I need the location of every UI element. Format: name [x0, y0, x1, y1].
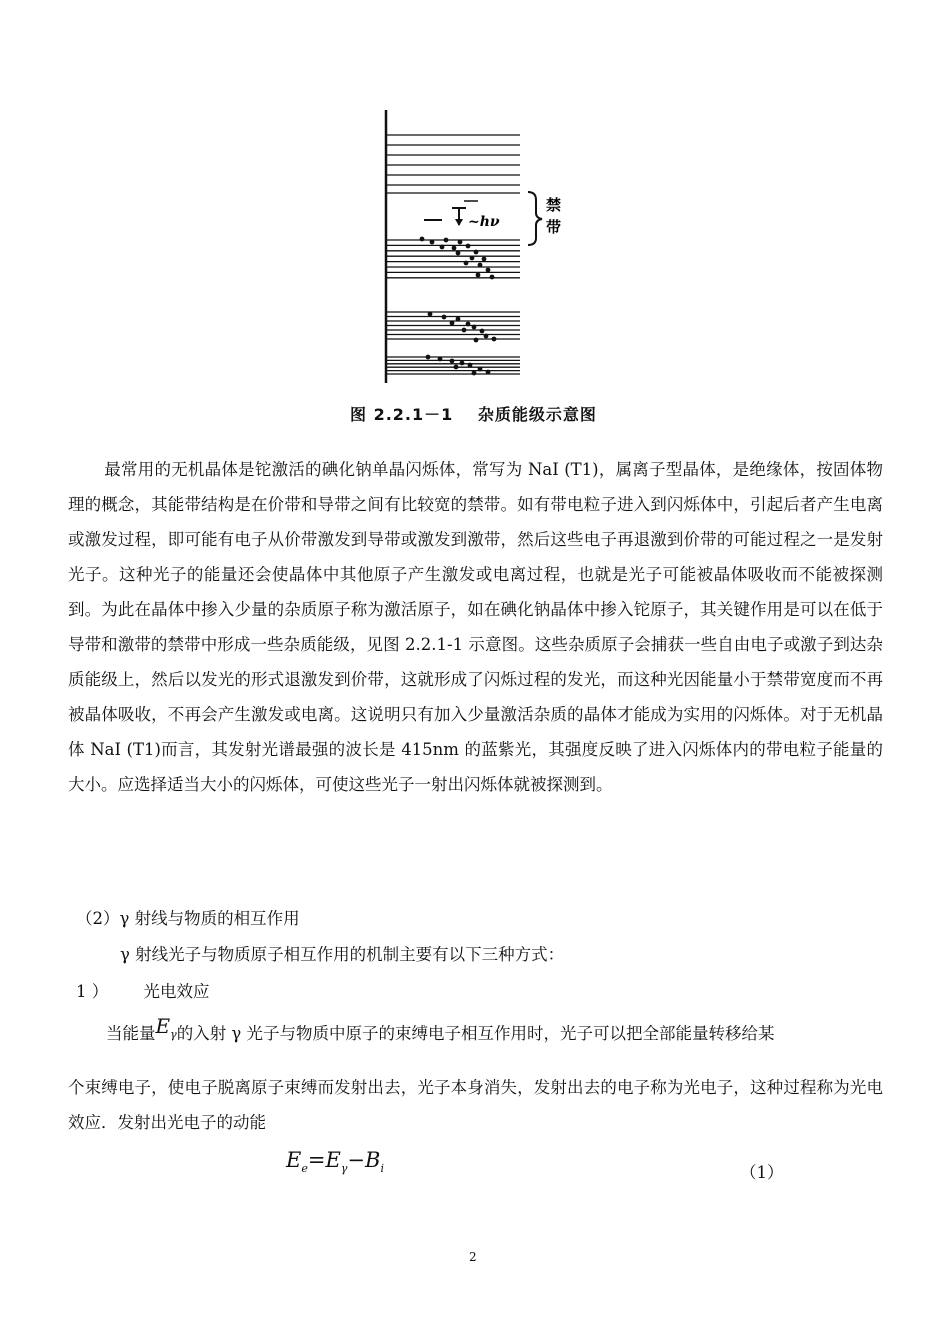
electron-dot: [426, 355, 431, 360]
electron-dot: [452, 246, 457, 251]
item-1-title: 光电效应: [143, 982, 210, 1001]
electron-dot: [484, 334, 489, 339]
electron-dot: [442, 315, 447, 320]
electron-dot: [420, 237, 425, 242]
equation-number: （1）: [740, 1163, 784, 1182]
electron-dot: [440, 245, 445, 250]
electron-dot: [454, 365, 459, 370]
page-number: 2: [469, 1250, 477, 1264]
electron-dot: [466, 244, 471, 249]
electron-dot: [464, 261, 469, 266]
photoelectric-line-1: [106, 1014, 886, 1047]
energy-symbol: $E_\gamma$: [155, 1014, 177, 1041]
electron-dot: [486, 370, 491, 375]
electron-dot: [490, 275, 495, 280]
electron-dots: [420, 237, 497, 376]
valence-band-lines: [386, 240, 520, 374]
forbidden-band-brace: [528, 192, 542, 245]
item-1: [76, 978, 210, 1002]
eq-term-2: $B_i$: [365, 1148, 384, 1176]
electron-dot: [474, 250, 479, 255]
electron-dot: [456, 317, 461, 322]
band-diagram: [370, 105, 630, 405]
section-heading: （2）γ 射线与物质的相互作用: [76, 909, 300, 928]
forbidden-band-char-2: 带: [546, 218, 562, 236]
eq-equals: =: [307, 1148, 326, 1172]
paragraph-nai-scintillator: 最常用的无机晶体是铊激活的碘化钠单晶闪烁体，常写为 NaI (T1)，属离子型晶体，是绝缘体，按固体物理的概念，其能带结构是在价带和导带之间有比较宽的禁带。如有带电粒子进入到闪烁体中，引起后者产生电离或激发过程，即可能有电子从价带激发到导带或激发到激带，然后这些电子再退激到价带的可能过程之一是发射光子。这种光子的能量还会使晶体中其他原子产生激发或电离过程，也就是光子可能被晶体吸收而不能被探测到。为此在晶体中掺入少量的杂质原子称为激活原子，如在碘化钠晶体中掺入铊原子，其关键作用是可以在低于导带和激带的禁带中形成一些杂质能级，见图 2.2.1-1 示意图。这些杂质原子会捕获一些自由电子或激子到达杂质能级上，然后以发光的形式退激发到价带，这就形成了闪烁过程的发光，而这种光因能量小于禁带宽度而不再被晶体吸收，不再会产生激发或电离。这说明只有加入少量激活杂质的晶体才能成为实用的闪烁体。对于无机晶体 NaI (T1)而言，其发射光谱最强的波长是 415nm 的蓝紫光，其强度反映了进入闪烁体内的带电粒子能量的大小。应选择适当大小的闪烁体，可使这些光子一射出闪烁体就被探测到。: [68, 460, 883, 794]
electron-dot: [450, 321, 455, 326]
electron-dot: [468, 363, 473, 368]
electron-dot: [478, 367, 483, 372]
electron-dot: [472, 325, 477, 330]
conduction-band-lines: [386, 135, 520, 193]
electron-dot: [462, 328, 467, 333]
eq-minus: −: [347, 1148, 365, 1172]
electron-dot: [438, 357, 443, 362]
figure-caption: [350, 402, 630, 425]
figure-caption-number: 图 2.2.1－1: [350, 405, 454, 424]
electron-dot: [430, 240, 435, 245]
electron-dot: [456, 251, 461, 256]
electron-dot: [472, 371, 477, 376]
intro-line: γ 射线光子与物质原子相互作用的机制主要有以下三种方式：: [120, 945, 565, 964]
electron-dot: [482, 257, 487, 262]
equation-1: [286, 1148, 384, 1175]
electron-dot: [478, 263, 483, 268]
text-segment: 当能量: [106, 1024, 156, 1043]
electron-dot: [458, 240, 463, 245]
forbidden-band-char-1: 禁: [546, 196, 562, 214]
electron-dot: [444, 238, 449, 243]
item-1-number: 1 ）: [76, 982, 109, 1001]
electron-dot: [476, 273, 481, 278]
electron-dot: [428, 312, 433, 317]
eq-term-1: $E_\gamma$: [325, 1148, 348, 1176]
photon-label: ~hν: [468, 214, 500, 230]
band-diagram-figure: [370, 105, 630, 435]
electron-dot: [486, 268, 491, 273]
electron-dot: [480, 329, 485, 334]
electron-dot: [492, 337, 497, 342]
eq-lhs: $E_e$: [286, 1148, 308, 1176]
electron-dot: [466, 322, 471, 327]
electron-dot: [460, 361, 465, 366]
electron-dot: [470, 256, 475, 261]
figure-caption-title: 杂质能级示意图: [477, 405, 597, 424]
photoelectric-paragraph-cont: 个束缚电子，使电子脱离原子束缚而发射出去，光子本身消失，发射出去的电子称为光电子，这种过程称为光电效应．发射出光电子的动能: [68, 1078, 883, 1132]
text-segment: 的入射 γ 光子与物质中原子的束缚电子相互作用时，光子可以把全部能量转移给某: [176, 1024, 775, 1043]
electron-dot: [450, 359, 455, 364]
electron-dot: [474, 338, 479, 343]
